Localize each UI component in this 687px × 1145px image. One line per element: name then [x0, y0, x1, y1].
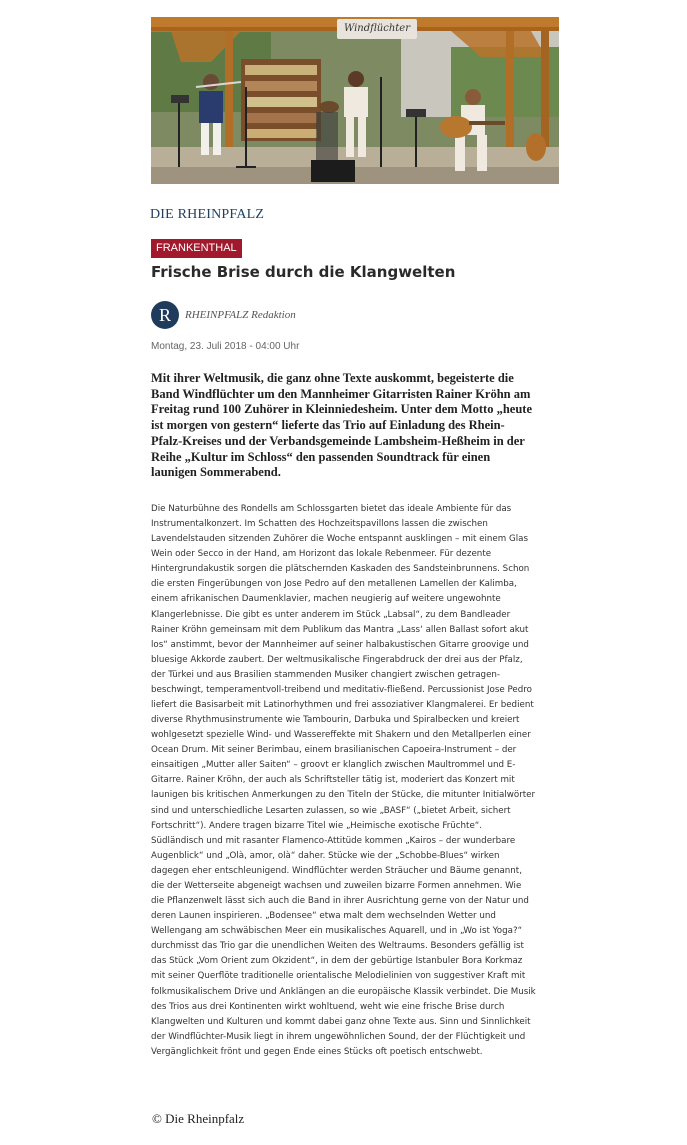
publication-date: Montag, 23. Juli 2018 - 04:00 Uhr [151, 341, 300, 352]
author-name[interactable]: RHEINPFALZ Redaktion [185, 309, 296, 321]
category-badge[interactable]: FRANKENTHAL [151, 239, 242, 258]
article-lead: Mit ihrer Weltmusik, die ganz ohne Texte auskommt, begeisterte die Band Windflüchter um den Mannheimer Gitarristen Rainer Kröhn am Freitag rund 100 Zuhörer in Kleinniedesheim. Unter dem Motto „heute ist morgen von gestern“ lieferte das Trio auf Einladung des Rhein-Pfalz-Kreises und der Verbandsgemeinde Lambsheim-Heßheim in der Reihe „Kultur im Schloss“ den passenden Soundtrack für einen launigen Sommerabend. [151, 371, 533, 480]
article-body: Die Naturbühne des Rondells am Schlossgarten bietet das ideale Ambiente für das Instrumentalkonzert. Im Schatten des Hochzeitspavillons lassen die zwischen Lavendelstauden sitzenden Zuhörer die Woche entspannt ausklingen – mit einem Glas Wein oder Secco in der Hand, am Horizont das lokale Rebenmeer. Für dezente Hintergrundakustik sorgen die plätschernden Kaskaden des Sandsteinbrunnens. Schon die ersten Fingerübungen von Jose Pedro auf den metallenen Lamellen der Kalimba, einem afrikanischen Daumenklavier, machen neugierig auf weitere ungewohnte Klangerlebnisse. Die gibt es unter anderem im Stück „Labsal“, zu dem Bandleader Rainer Kröhn gemeinsam mit dem Publikum das Mantra „Lass‘ allen Ballast sofort akut los“ anstimmt, bevor der Mannheimer auf seiner halbakustischen Gitarre groovige und bluesige Akkorde zaubert. Der weltmusikalische Fingerabdruck der drei aus der Pfalz, der Türkei und aus Brasilien stammenden Musiker changiert zwischen getragen-beschwingt, temperamentvoll-treibend und meditativ-fließend. Percussionist Jose Pedro liefert die Basisarbeit mit Latinorhythmen und frei assoziativer Klangmalerei. Er bedient diverse Rhythmusinstrumente wie Tambourin, Darbuka und Spiralbecken und kreiert wohlgesetzt spezielle Wind- und Wassereffekte mit Shakern und den Metallperlen einer Ocean Drum. Mit seiner Berimbau, einem brasilianischen Capoeira-Instrument – der einsaitigen „Mutter aller Saiten“ – groovt er klanglich zwischen Maultrommel und E-Gitarre. Rainer Kröhn, der auch als Schriftsteller tätig ist, moderiert das Konzert mit launigen bis kritischen Anmerkungen zu den Titeln der Stücke, die mitunter Initialwörter sind und unterschiedliche Lesarten zulassen, so wie „BASF“ („bietet Arbeit, sichert Fortschritt“). Andere tragen bizarre Titel wie „Heimische exotische Früchte“. Südländisch und mit rasanter Flamenco-Attitüde kommen „Kairos – der wunderbare Augenblick“ und „Olà, amor, olà“ daher. Stücke wie der „Schobbe-Blues“ wirken dagegen eher entschleunigend. Windflüchter werden Sträucher und Bäume genannt, die der Wetterseite abgeneigt wachsen und zuweilen bizarre Formen annehmen. Wie die Pflanzenwelt lässt sich auch die Band in ihrer Ausrichtung gerne von der Natur und deren Launen inspirieren. „Bodensee“ etwa malt dem wechselnden Wetter und Wellengang am schwäbischen Meer ein musikalisches Aquarell, und in „Wo ist Yoga?“ durchmisst das Trio gar die unendlichen Weiten des Weltraums. Besonders gefällig ist das Stück „Vom Orient zum Okzident“, in dem der gebürtige Istanbuler Bora Korkmaz mit seiner Querflöte traditionelle orientalische Melodielinien von suggestiver Kraft mit folkmusikalischem Drive und Anklängen an die europäische Klassik verbindet. Die Musik des Trios aus drei Kontinenten wirkt wohltuend, weht wie eine frische Brise durch Klangwelten und Kulturen und kommt dabei ganz ohne Texte aus. Sinn und Sinnlichkeit der Windflüchter-Musik liegt in ihrem ungewöhnlichen Sound, der der Flüchtigkeit und Vergänglichkeit frönt und gegen Ende eines Stücks oft poetisch entschwebt. [151, 504, 536, 1057]
publication-masthead[interactable]: DIE RHEINPFALZ [150, 207, 265, 222]
band-photo-illustration [151, 17, 559, 184]
copyright-notice: © Die Rheinpfalz [152, 1111, 245, 1126]
article-photo [151, 17, 559, 184]
author-avatar: R [151, 301, 179, 329]
band-sign: Windflüchter [337, 19, 417, 39]
article-headline: Frische Brise durch die Klangwelten [151, 263, 456, 281]
